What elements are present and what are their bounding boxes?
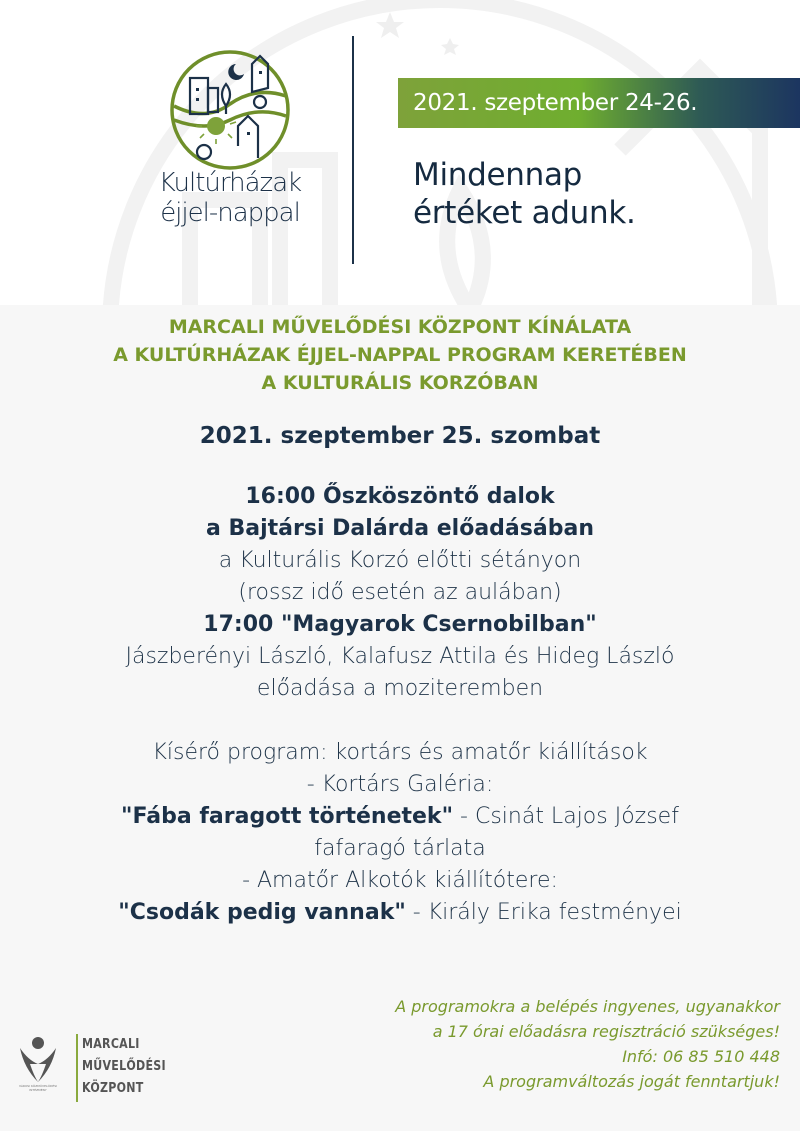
marcali-mk-logo-icon: [18, 1034, 58, 1104]
event2-place: előadása a moziteremben: [256, 676, 544, 701]
org-name-line2: MŰVELŐDÉSI: [82, 1059, 166, 1074]
gallery2-line: [0, 897, 800, 929]
title-line: A KULTURÁLIS KORZÓBAN: [261, 372, 539, 394]
gallery1-line: [0, 801, 800, 833]
event2-title: 17:00 "Magyarok Csernobilban": [203, 612, 597, 637]
page-title: [0, 313, 800, 397]
logo-caption: VÁROSI KÖZMŰVELŐDÉSI INTÉZMÉNY: [18, 1084, 58, 1092]
gallery1-title: "Fába faragott történetek": [121, 804, 454, 829]
logo-wordmark: [130, 168, 330, 228]
logo-divider: [76, 1034, 78, 1102]
kulturhazak-logo-icon: [166, 46, 294, 174]
event-date: 2021. szeptember 25. szombat: [199, 423, 601, 449]
slogan: [413, 156, 636, 232]
event1-place: a Kulturális Korzó előtti sétányon: [218, 548, 582, 573]
slogan-line1: Mindennap: [413, 157, 583, 193]
gallery1-label: - Kortárs Galéria:: [306, 772, 494, 797]
note-line: a 17 órai előadásra regisztráció szükséges!: [432, 1022, 780, 1041]
header: [0, 0, 800, 305]
title-line: A KULTÚRHÁZAK ÉJJEL-NAPPAL PROGRAM KERETÉBEN: [113, 344, 687, 366]
marcali-mk-logo: [18, 1034, 168, 1110]
side-program-intro: Kísérő program: kortárs és amatőr kiállítások: [152, 740, 648, 765]
gallery1-desc: - Csinát Lajos József: [453, 804, 679, 829]
org-name-line1: MARCALI: [82, 1037, 140, 1052]
main-content: [0, 305, 800, 929]
org-name: [82, 1034, 166, 1100]
watermark-logo-icon: [0, 0, 800, 305]
side-program: [0, 737, 800, 929]
gallery2-label: - Amatőr Alkotók kiállítótere:: [242, 868, 558, 893]
event2-performers: Jászberényi László, Kalafusz Attila és Hideg László: [125, 644, 675, 669]
footer-notes: [395, 994, 780, 1094]
slogan-line2: értéket adunk.: [413, 195, 636, 231]
event1-note: (rossz idő esetén az aulában): [238, 580, 562, 605]
vertical-divider: [352, 36, 354, 264]
title-line: MARCALI MŰVELŐDÉSI KÖZPONT KÍNÁLATA: [168, 316, 632, 338]
org-name-line3: KÖZPONT: [82, 1081, 144, 1096]
logo-line2: éjjel-nappal: [160, 198, 300, 228]
gallery2-title: "Csodák pedig vannak": [118, 900, 406, 925]
info-phone: Infó: 06 85 510 448: [622, 1047, 780, 1066]
gallery2-desc: - Király Erika festményei: [405, 900, 682, 925]
event-dates-banner: 2021. szeptember 24-26.: [398, 78, 800, 128]
program-list: [0, 481, 800, 705]
note-line: A programokra a belépés ingyenes, ugyanakkor: [395, 997, 780, 1016]
gallery1-desc-cont: fafaragó tárlata: [314, 836, 486, 861]
note-line: A programváltozás jogát fenntartjuk!: [483, 1072, 780, 1091]
event1-title: 16:00 Őszköszöntő dalok: [245, 484, 555, 509]
logo-line1: Kultúrházak: [158, 168, 302, 198]
event1-subtitle: a Bajtársi Dalárda előadásában: [206, 516, 594, 541]
